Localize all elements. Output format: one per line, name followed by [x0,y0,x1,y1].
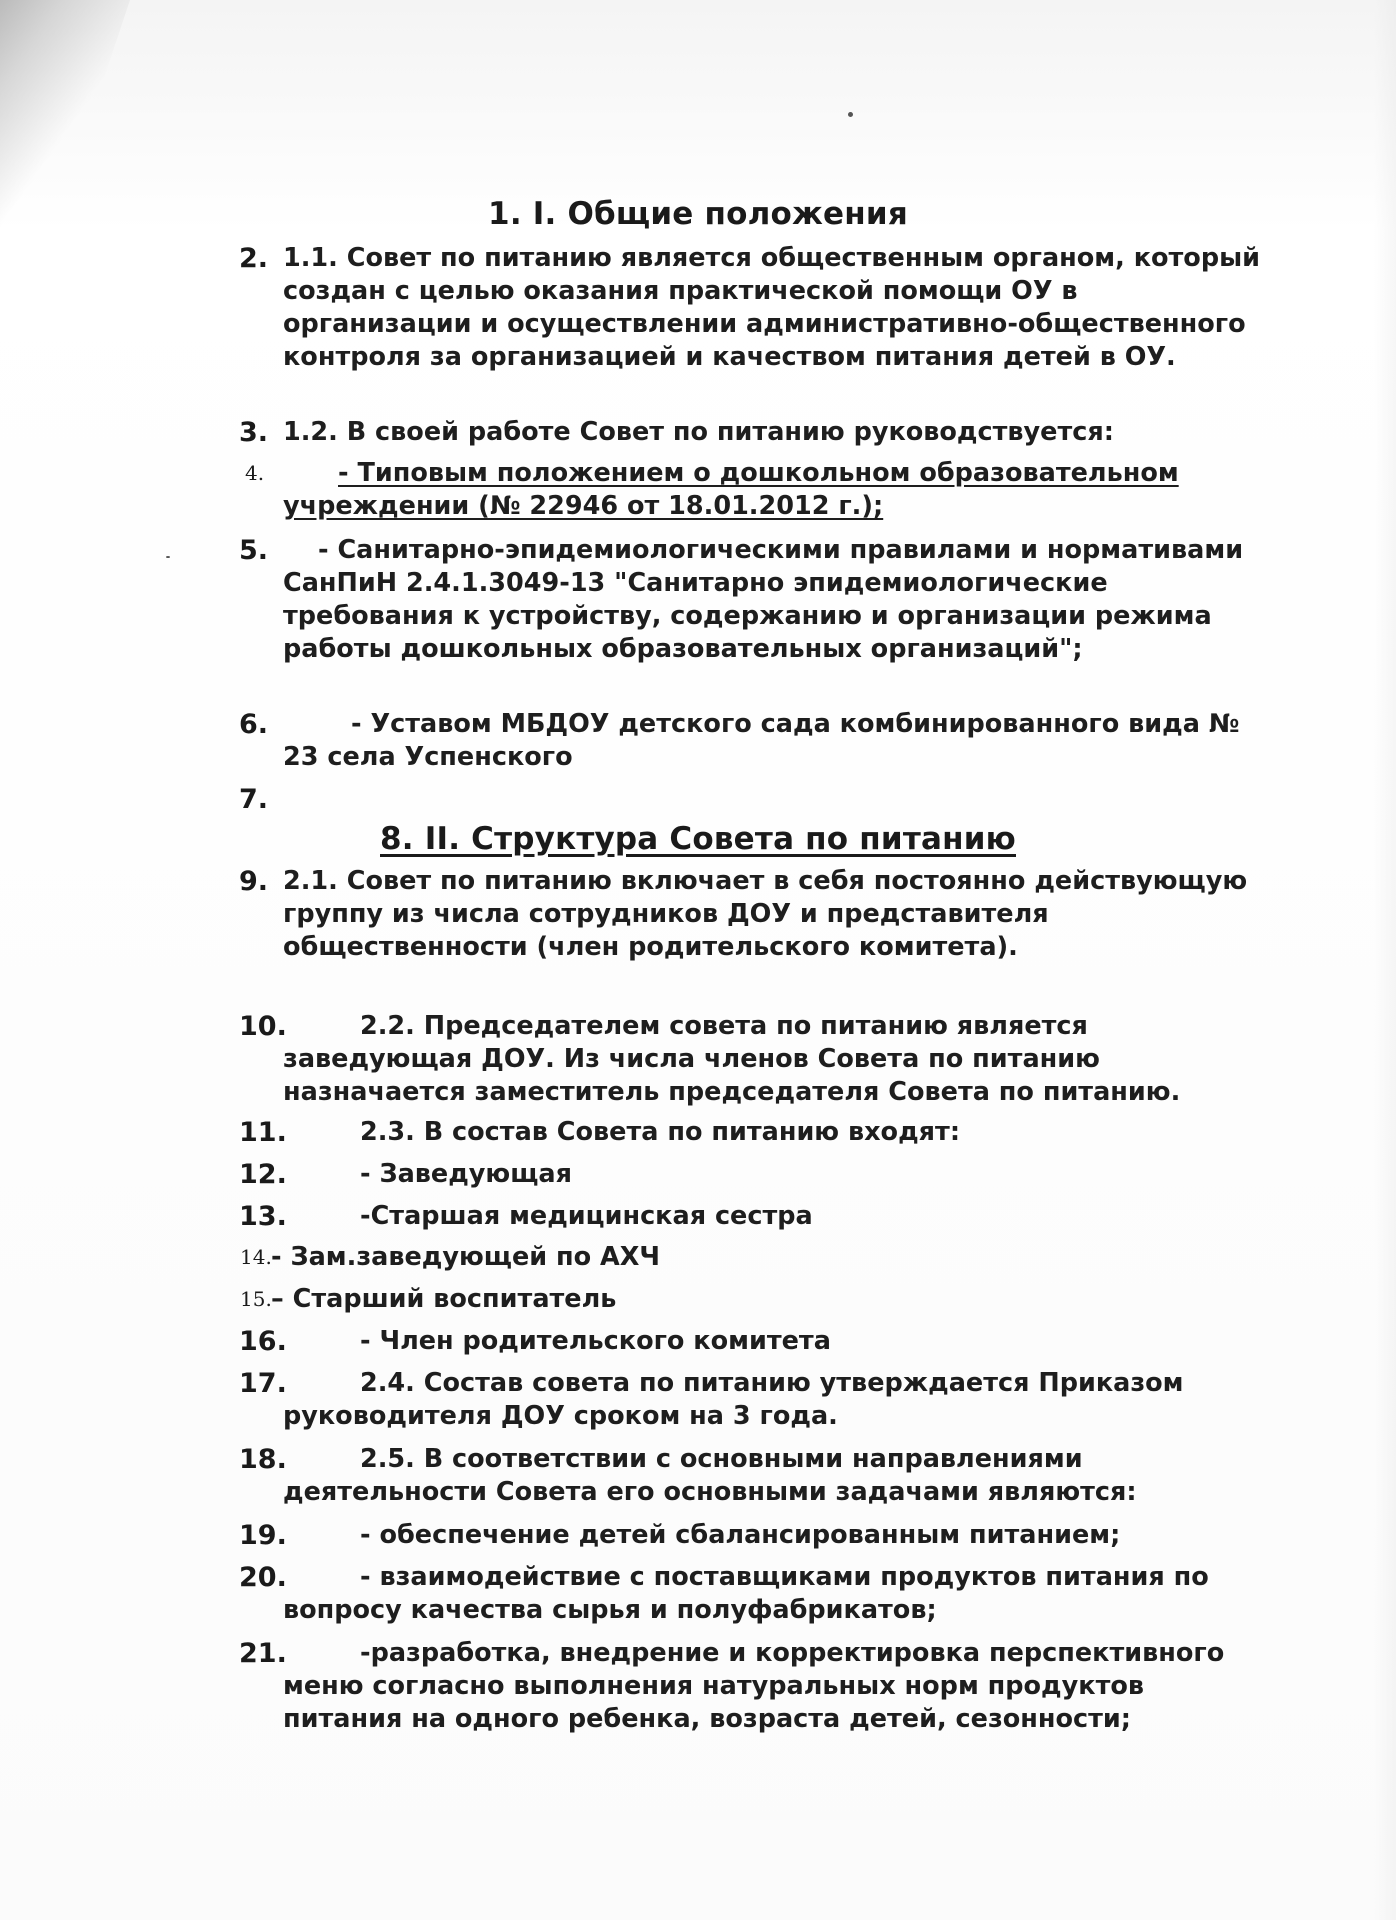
scan-fold-shadow [0,0,130,320]
paragraph-text: – Старший воспитатель [271,1284,617,1314]
item-number: 15. [240,1287,272,1311]
paragraph-text: 1.1. Совет по питанию является общественным органом, который создан с целью оказания практической помощи ОУ в организации и осуществлении административно-общественного контроля за организацией и качеством питания детей в ОУ. [283,243,1261,372]
item-number: 19. [239,1520,287,1551]
item-number: 6. [239,709,269,740]
paragraph-text: - обеспечение детей сбалансированным питанием; [360,1520,1121,1550]
paragraph-text: 2.4. Состав совета по питанию утверждается Приказом руководителя ДОУ сроком на 3 года. [283,1368,1184,1431]
scan-speck [848,112,853,117]
item-number: 21. [239,1638,287,1669]
item-number: 10. [239,1011,287,1042]
paragraph-text: - взаимодействие с поставщиками продуктов питания по вопросу качества сырья и полуфабрикатов; [283,1562,1209,1625]
item-number: 9. [239,866,269,897]
item-number: 2. [239,243,269,274]
paragraph-text: 2.5. В соответствии с основными направлениями деятельности Совета его основными задачами являются: [283,1444,1137,1507]
paragraph-text: - Зам.заведующей по АХЧ [271,1242,661,1272]
paragraph-text: - Уставом МБДОУ детского сада комбинированного вида № 23 села Успенского [283,709,1240,772]
paragraph-text: 2.1. Совет по питанию включает в себя постоянно действующую группу из числа сотрудников ДОУ и представителя общественности (член родительского комитета). [283,866,1248,962]
section-heading-structure: 8. II. Структура Совета по питанию [380,821,1016,857]
paragraph-text: -Старшая медицинская сестра [360,1201,813,1231]
item-number: 3. [239,417,269,448]
paragraph-text: 2.2. Председателем совета по питанию является заведующая ДОУ. Из числа членов Совета по питанию назначается заместитель председателя Совета по питанию. [283,1011,1181,1107]
section-heading-general: 1. I. Общие положения [488,196,908,232]
paragraph-text: - Типовым положением о дошкольном образовательном учреждении (№ 22946 от 18.01.2012 г.); [283,458,1179,521]
scan-speck [166,556,170,558]
item-number: 20. [239,1562,287,1593]
item-number: 17. [239,1368,287,1399]
item-number: 16. [239,1326,287,1357]
paragraph-text: - Заведующая [360,1159,572,1189]
item-number: 18. [239,1444,287,1475]
item-number: 7. [239,784,269,815]
item-number: 13. [239,1201,287,1232]
item-number: 14. [240,1245,272,1269]
item-number: 12. [239,1159,287,1190]
item-number: 4. [245,461,265,485]
paragraph-text: 2.3. В состав Совета по питанию входят: [360,1117,961,1147]
bleed-through [240,140,1316,170]
paragraph-text: -разработка, внедрение и корректировка перспективного меню согласно выполнения натуральных норм продуктов питания на одного ребенка, возраста детей, сезонности; [283,1638,1225,1734]
item-number: 5. [239,535,269,566]
item-number: 11. [239,1117,287,1148]
paragraph-text: - Член родительского комитета [360,1326,831,1356]
paragraph-text: - Санитарно-эпидемиологическими правилами и нормативами СанПиН 2.4.1.3049-13 "Санитарно эпидемиологические требования к устройству, содержанию и организации режима работы дошкольных образовательных организаций"; [283,535,1244,664]
paragraph-text: 1.2. В своей работе Совет по питанию руководствуется: [283,417,1114,447]
